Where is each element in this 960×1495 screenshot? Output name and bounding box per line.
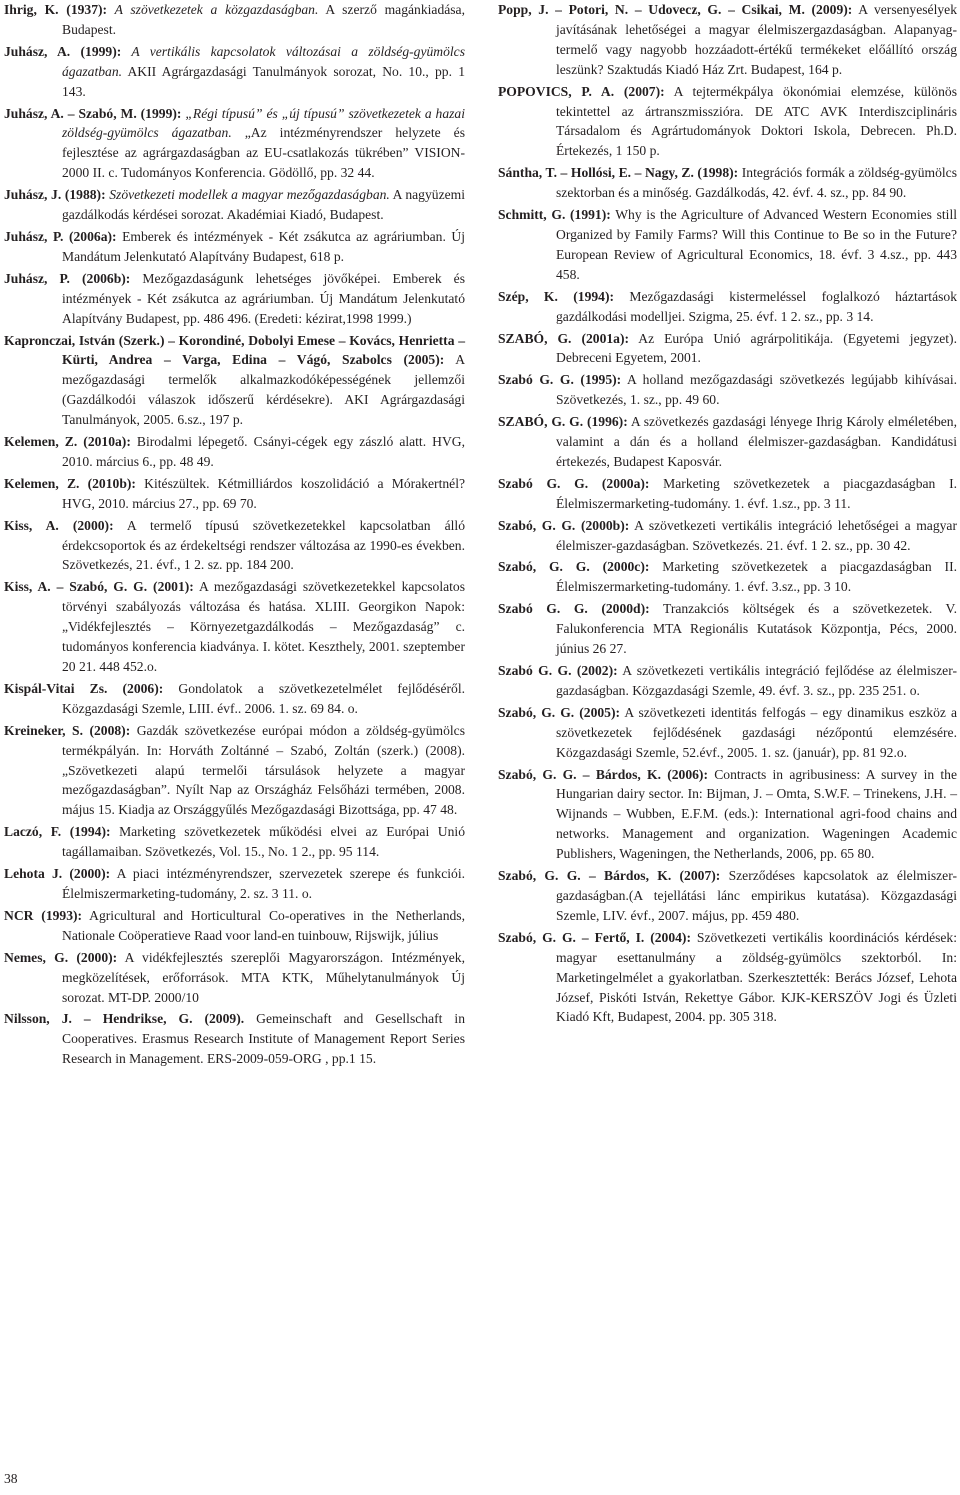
- reference-entry: [4, 1009, 465, 1069]
- reference-details: Szerződéses kapcsolatok az élelmiszer-gazdaságban.(A tejellátási lánc empirikus kutatása). Közgazdasági Szemle, LIV. évf., 2007. május, pp. 459 480.: [556, 868, 957, 923]
- reference-details: Contracts in agribusiness: A survey in the Hungarian dairy sector. In: Bijman, J. – Omta, S.W.F. – Trinekens, J.H. – Wijnands – Wubben, E.F.M. (eds.): International agri-food chains and networks. Management and organization. Wageningen Academic Publishers, Wageningen, the Netherlands, 2006, pp. 65 80.: [556, 766, 957, 862]
- reference-details: A mezőgazdasági termelők alkalmazkodóképességének jellemzői (Gazdálkodói válaszok időszerű kérdésekre). AKI Agrárgazdasági Tanulmányok, 2005. 6.sz., 197 p.: [62, 352, 466, 428]
- reference-details: A nagyüzemi gazdálkodás kérdései sorozat. Akadémiai Kiadó, Budapest.: [62, 187, 465, 223]
- reference-details: Az Európa Unió agrárpolitikája. (Egyetemi jegyzet). Debreceni Egyetem, 2001.: [556, 330, 957, 366]
- reference-entry: [498, 703, 957, 763]
- reference-entry: [4, 331, 465, 431]
- reference-authors: Sántha, T. – Hollósi, E. – Nagy, Z. (1998):: [498, 165, 739, 181]
- reference-entry: [4, 906, 465, 946]
- reference-entry: [498, 0, 957, 80]
- reference-entry: [4, 474, 465, 514]
- reference-entry: [4, 227, 465, 267]
- reference-authors: Szabó G. G. (2000d):: [498, 601, 650, 617]
- reference-authors: Szabó, G. G. – Fertő, I. (2004):: [498, 929, 691, 945]
- reference-authors: POPOVICS, P. A. (2007):: [498, 83, 665, 99]
- reference-details: AKII Agrárgazdasági Tanulmányok sorozat, No. 10., pp. 1 143.: [62, 63, 465, 99]
- reference-entry: [4, 104, 465, 184]
- reference-entry: [498, 661, 957, 701]
- reference-details: Agricultural and Horticultural Co-operatives in the Netherlands, Nationale Coöperatieve Raad voor land-en tuinbouw, Rijswijk, július: [62, 907, 465, 943]
- reference-authors: Szabó, G. G. (2000b):: [498, 517, 630, 533]
- reference-details: A szövetkezeti identitás felfogás – egy dinamikus eszköz a szövetkezetek fejlődésének gazdasági nézőpontú elemzésére. Közgazdasági Szemle, 52.évf., 2005. 1. sz. (január), pp. 81 92.o.: [556, 704, 957, 760]
- reference-details: Integrációs formák a zöldség-gyümölcs szektorban és a minőség. Gazdálkodás, 42. évf. 4. sz., pp. 84 90.: [556, 165, 957, 201]
- reference-details: A piaci intézményrendszer, szervezetek szerepe és funkciói. Élelmiszermarketing-tudomány, 2. sz. 3 11. o.: [62, 866, 465, 901]
- reference-authors: NCR (1993):: [4, 907, 83, 923]
- reference-title: „Régi típusú” és „új típusú” szövetkezetek a hazai zöldség-gyümölcs ágazatban.: [62, 105, 465, 141]
- reference-authors: Kiss, A. – Szabó, G. G. (2001):: [4, 579, 194, 595]
- reference-entry: [4, 0, 465, 40]
- reference-details: Tranzakciós költségek és a szövetkezetek. V. Falukonferencia MTA Regionális Kutatások Központja, Pécs, 2000. június 26 27.: [556, 601, 957, 657]
- reference-details: Marketing szövetkezetek működési elvei az Európai Unió tagállamaiban. Szövetkezés, Vol. 15., No. 1 2., pp. 95 114.: [62, 824, 465, 860]
- reference-entry: [4, 185, 465, 225]
- reference-authors: Szabó, G. G. (2005):: [498, 704, 621, 720]
- references-right-column: [498, 0, 957, 1029]
- reference-details: Gazdák szövetkezése európai módon a zöldség-gyümölcs termékpályán. In: Horváth Zoltánné – Szabó, Zoltán (szerk.) (2008). „Szövetkezeti alapú termelői társulások helyzete a magyar mezőgazdaságban”. Nyílt Nap az Országház Felsőházi termében, 2008. május 15. Kiadja az Országgyűlés Mezőgazdasági Bizottsága, pp. 47 48.: [62, 722, 465, 818]
- reference-entry: [4, 679, 465, 719]
- reference-entry: [498, 412, 957, 472]
- reference-details: Kitészültek. Kétmilliárdos koszolidáció a Mórakertnél? HVG, 2010. március 27., pp. 69 70.: [62, 475, 466, 511]
- reference-entry: [498, 928, 957, 1028]
- reference-details: A tejtermékpálya ökonómiai elemzése, különös tekintettel az ártranszmisszióra. DE ATC AVK Interdiszciplináris Társadalom és Agrártudományok Doktori Iskola, Debrecen. Ph.D. Értekezés, 1 150 p.: [556, 83, 957, 159]
- reference-details: Gemeinschaft and Gesellschaft in Cooperatives. Erasmus Research Institute of Management Report Series Research in Management. ERS-2009-059-ORG , pp.1 15.: [62, 1011, 465, 1067]
- reference-details: A holland mezőgazdasági szövetkezés legújabb kihívásai. Szövetkezés, 1. sz., pp. 49 60.: [556, 372, 957, 408]
- reference-details: Marketing szövetkezetek a piacgazdaságban II. Élelmiszermarketing-tudomány. 1. évf. 3.sz., pp. 3 10.: [556, 559, 958, 595]
- reference-authors: Juhász, P. (2006a):: [4, 228, 117, 244]
- reference-details: A szövetkezés gazdasági lényege Ihrig Károly elméletében, valamint a dán és a holland élelmiszer-gazdaságban. Kandidátusi értekezés, Budapest Kaposvár.: [556, 414, 958, 469]
- reference-authors: Ihrig, K. (1937):: [4, 2, 108, 17]
- reference-authors: Szabó, G. G. – Bárdos, K. (2007):: [498, 868, 721, 884]
- reference-authors: Szabó G. G. (1995):: [498, 372, 622, 388]
- reference-authors: Juhász, A. – Szabó, M. (1999):: [4, 105, 182, 121]
- reference-authors: Szabó G. G. (2000a):: [498, 475, 650, 491]
- reference-entry: [498, 599, 957, 659]
- reference-authors: Nemes, G. (2000):: [4, 949, 118, 965]
- reference-entry: [498, 287, 957, 327]
- reference-details: Emberek és intézmények - Két zsákutca az agráriumban. Új Mandátum Jelenkutató Alapítvány Budapest, 618 p.: [62, 228, 465, 264]
- reference-authors: Kiss, A. (2000):: [4, 517, 114, 533]
- reference-authors: Juhász, A. (1999):: [4, 43, 122, 59]
- reference-authors: Szabó, G. G. (2000c):: [498, 559, 650, 575]
- reference-authors: Juhász, P. (2006b):: [4, 270, 131, 286]
- reference-authors: Kispál-Vitai Zs. (2006):: [4, 680, 164, 696]
- reference-authors: Kelemen, Z. (2010b):: [4, 475, 136, 491]
- reference-title: A szövetkezetek a közgazdaságban.: [107, 2, 319, 17]
- reference-title: Szövetkezeti modellek a magyar mezőgazdaságban.: [105, 187, 390, 203]
- reference-authors: Schmitt, G. (1991):: [498, 207, 611, 223]
- reference-details: A mezőgazdasági szövetkezetekkel kapcsolatos törvényi szabályozás változása és hatása. XLIII. Georgikon Napok: „Vidékfejlesztés – Környezetgazdálkodás – Mezőgazdaság” c. tudományos konferencia kiadványa. I. kötet. Keszthely, 2001. szeptember 20 21. 448 452.o.: [62, 579, 465, 674]
- reference-entry: [498, 329, 957, 369]
- reference-details: Mezőgazdaságunk lehetséges jövőképei. Emberek és intézmények - Két zsákutca az agráriumban. Új Mandátum Jelenkutató Alapítvány Budapest, pp. 486 496. (Eredeti: kézirat,1998 1999.): [62, 270, 466, 326]
- reference-details: Birodalmi lépegető. Csányi-cégek egy zászló alatt. HVG, 2010. március 6., pp. 48 49.: [62, 434, 466, 469]
- reference-entry: [4, 432, 465, 472]
- page-number: 38: [4, 1471, 18, 1486]
- reference-authors: Juhász, J. (1988):: [4, 187, 106, 203]
- references-left-column: [4, 0, 465, 1071]
- reference-entry: [4, 948, 465, 1008]
- reference-details: „Az intézményrendszer helyzete és fejlesztése az agrárgazdaságban az EU-csatlakozás tükrében” VISION-2000 II. c. Tudományos Konferencia. Gödöllő, pp. 32 44.: [62, 125, 465, 181]
- reference-authors: SZABÓ, G. (2001a):: [498, 330, 630, 346]
- reference-entry: [4, 516, 465, 576]
- reference-authors: Szabó G. G. (2002):: [498, 663, 618, 678]
- reference-authors: SZABÓ, G. G. (1996):: [498, 414, 628, 430]
- reference-details: Mezőgazdasági kistermeléssel foglalkozó háztartások gazdálkodási modelljei. Szigma, 25. évf. 1 2. sz., pp. 3 14.: [556, 288, 957, 324]
- reference-entry: [498, 82, 957, 162]
- reference-details: A versenyesélyek javításának lehetőségei a magyar élelmiszergazdaságban. Alapanyag-termelő vagy nagyobb hozzáadott-értékű termékeket előállító ország leszünk? Szaktudás Kiadó Ház Zrt. Budapest, 164 p.: [556, 2, 957, 77]
- reference-authors: Kapronczai, István (Szerk.) – Korondiné, Dobolyi Emese – Kovács, Henrietta – Kürti, Andrea – Varga, Edina – Vágó, Szabolcs (2005):: [4, 332, 465, 368]
- reference-details: A szövetkezeti vertikális integráció lehetőségei a magyar élelmiszer-gazdaságban. Szövetkezés. 21. évf. 1 2. sz., pp. 30 42.: [556, 517, 957, 553]
- reference-entry: [498, 765, 957, 865]
- reference-authors: Szép, K. (1994):: [498, 288, 615, 304]
- reference-entry: [498, 474, 957, 514]
- reference-details: A termelő típusú szövetkezetekkel kapcsolatban álló érdekcsoportok és az érdekeltségi rendszer változása az 1990-es években. Szövetkezés, 21. évf., 1 2. sz. pp. 184 200.: [62, 517, 465, 573]
- reference-details: Why is the Agriculture of Advanced Western Economies still Organized by Family Farms? Will this Continue to Be so in the Future? European Review of Agricultural Economics, 18. évf. 3 4.sz., pp. 443 458.: [556, 207, 958, 282]
- reference-authors: Kelemen, Z. (2010a):: [4, 434, 131, 450]
- reference-authors: Szabó, G. G. – Bárdos, K. (2006):: [498, 766, 708, 782]
- reference-authors: Lehota J. (2000):: [4, 866, 111, 882]
- reference-entry: [498, 516, 957, 556]
- reference-entry: [4, 269, 465, 329]
- reference-details: A vidékfejlesztés szereplői Magyarországon. Intézmények, megközelítések, erőforrások. MTA KTK, Műhelytanulmányok Új sorozat. MT-DP. 2000/10: [62, 949, 465, 1005]
- reference-entry: [498, 370, 957, 410]
- reference-entry: [498, 205, 957, 285]
- reference-authors: Kreineker, S. (2008):: [4, 722, 131, 738]
- reference-entry: [498, 163, 957, 203]
- reference-entry: [4, 577, 465, 677]
- reference-details: A szövetkezeti vertikális integráció fejlődése az élelmiszer-gazdaságban. Közgazdasági Szemle, 49. évf. 3. sz., pp. 235 251. o.: [556, 663, 957, 698]
- reference-entry: [4, 42, 465, 102]
- reference-authors: Laczó, F. (1994):: [4, 824, 111, 840]
- reference-details: Szövetkezeti vertikális koordinációs kérdések: magyar esettanulmány a zöldség-gyümölcs szektorból. In: Marketingelmélet a gyakorlatban. Szerkesztették: Berács József, Lehota József, Piskóti István, Rekettye Gábor. KJK-KERSZÖV Jogi és Üzleti Kiadó Kft, Budapest, 2004. pp. 305 318.: [556, 929, 957, 1025]
- reference-entry: [4, 864, 465, 904]
- reference-entry: [498, 866, 957, 926]
- reference-entry: [498, 557, 957, 597]
- reference-details: A szerző magánkiadása, Budapest.: [62, 2, 465, 37]
- reference-details: Gondolatok a szövetkezetelmélet fejlődéséről. Közgazdasági Szemle, LIII. évf.. 2006. 1. sz. 69 84. o.: [62, 680, 465, 716]
- reference-details: Marketing szövetkezetek a piacgazdaságban I. Élelmiszermarketing-tudomány. 1. évf. 1.sz., pp. 3 11.: [556, 475, 957, 511]
- reference-entry: [4, 721, 465, 821]
- reference-title: A vertikális kapcsolatok változásai a zöldség-gyümölcs ágazatban.: [62, 43, 466, 79]
- reference-authors: Nilsson, J. – Hendrikse, G. (2009).: [4, 1011, 245, 1027]
- reference-entry: [4, 822, 465, 862]
- reference-authors: Popp, J. – Potori, N. – Udovecz, G. – Csikai, M. (2009):: [498, 2, 853, 17]
